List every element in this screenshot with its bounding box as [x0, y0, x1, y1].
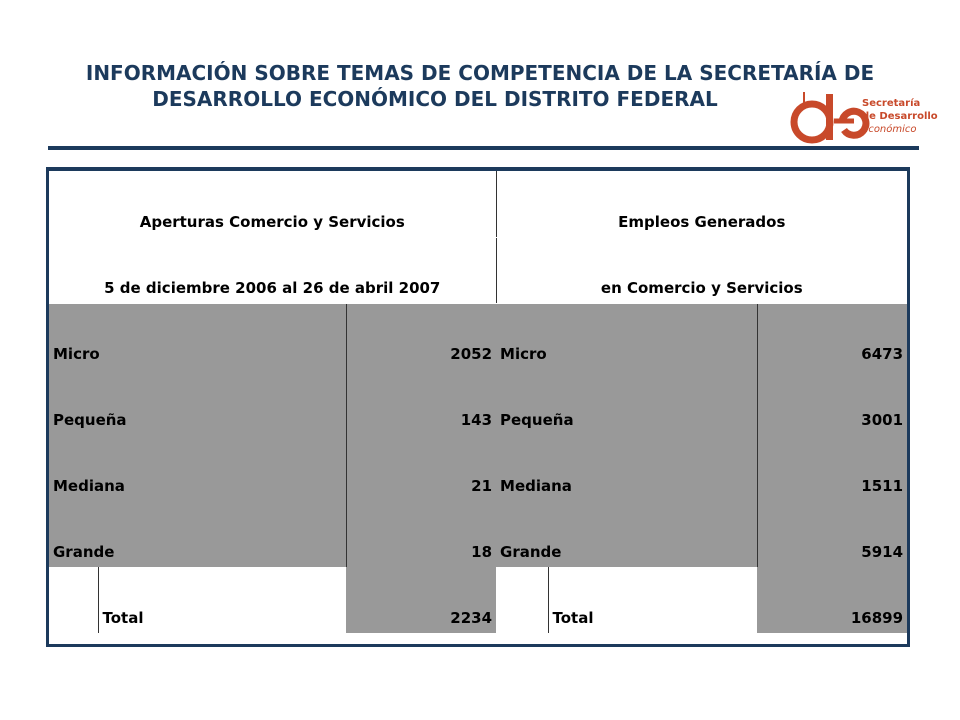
right-label-micro: Micro	[496, 303, 757, 369]
left-total-label: Total	[98, 567, 346, 633]
title-line-1: INFORMACIÓN SOBRE TEMAS DE COMPETENCIA DE LA SECRETARÍA DE	[85, 61, 875, 85]
data-table	[46, 167, 910, 647]
right-subheader: en Comercio y Servicios	[496, 237, 907, 303]
svg-text:Secretaría: Secretaría	[862, 98, 921, 109]
left-label-micro: Micro	[49, 303, 346, 369]
right-total-label: Total	[548, 567, 757, 633]
svg-text:de Desarrollo: de Desarrollo	[862, 111, 938, 122]
left-value-grande: 18	[346, 501, 496, 567]
right-value-micro: 6473	[757, 303, 907, 369]
table-footer-row	[49, 633, 907, 645]
left-value-pequena: 143	[346, 369, 496, 435]
table-row-micro	[49, 303, 907, 369]
right-total-spacer	[496, 567, 548, 633]
right-value-mediana: 1511	[757, 435, 907, 501]
right-value-grande: 5914	[757, 501, 907, 567]
title-line-2: DESARROLLO ECONÓMICO DEL DISTRITO FEDERAL	[152, 87, 718, 111]
left-label-pequena: Pequeña	[49, 369, 346, 435]
right-label-pequena: Pequeña	[496, 369, 757, 435]
logo-graphic	[782, 88, 938, 144]
left-total-value: 2234	[346, 567, 496, 633]
left-header: Aperturas Comercio y Servicios	[49, 171, 496, 237]
title-divider	[48, 146, 919, 150]
left-subheader: 5 de diciembre 2006 al 26 de abril 2007	[49, 237, 496, 303]
right-total-value: 16899	[757, 567, 907, 633]
left-value-mediana: 21	[346, 435, 496, 501]
right-value-pequena: 3001	[757, 369, 907, 435]
left-value-micro: 2052	[346, 303, 496, 369]
table-row-grande	[49, 501, 907, 567]
secretaria-logo	[782, 88, 938, 144]
svg-text:Económico: Económico	[862, 124, 917, 135]
right-header: Empleos Generados	[496, 171, 907, 237]
header-row	[49, 171, 907, 237]
table-row-total	[49, 567, 907, 633]
left-label-grande: Grande	[49, 501, 346, 567]
right-label-grande: Grande	[496, 501, 757, 567]
table-row-pequena	[49, 369, 907, 435]
left-total-spacer	[49, 567, 98, 633]
right-label-mediana: Mediana	[496, 435, 757, 501]
table-footer-cell	[49, 633, 907, 645]
left-label-mediana: Mediana	[49, 435, 346, 501]
subheader-row	[49, 237, 907, 303]
comparison-table	[49, 171, 907, 645]
table-row-mediana	[49, 435, 907, 501]
